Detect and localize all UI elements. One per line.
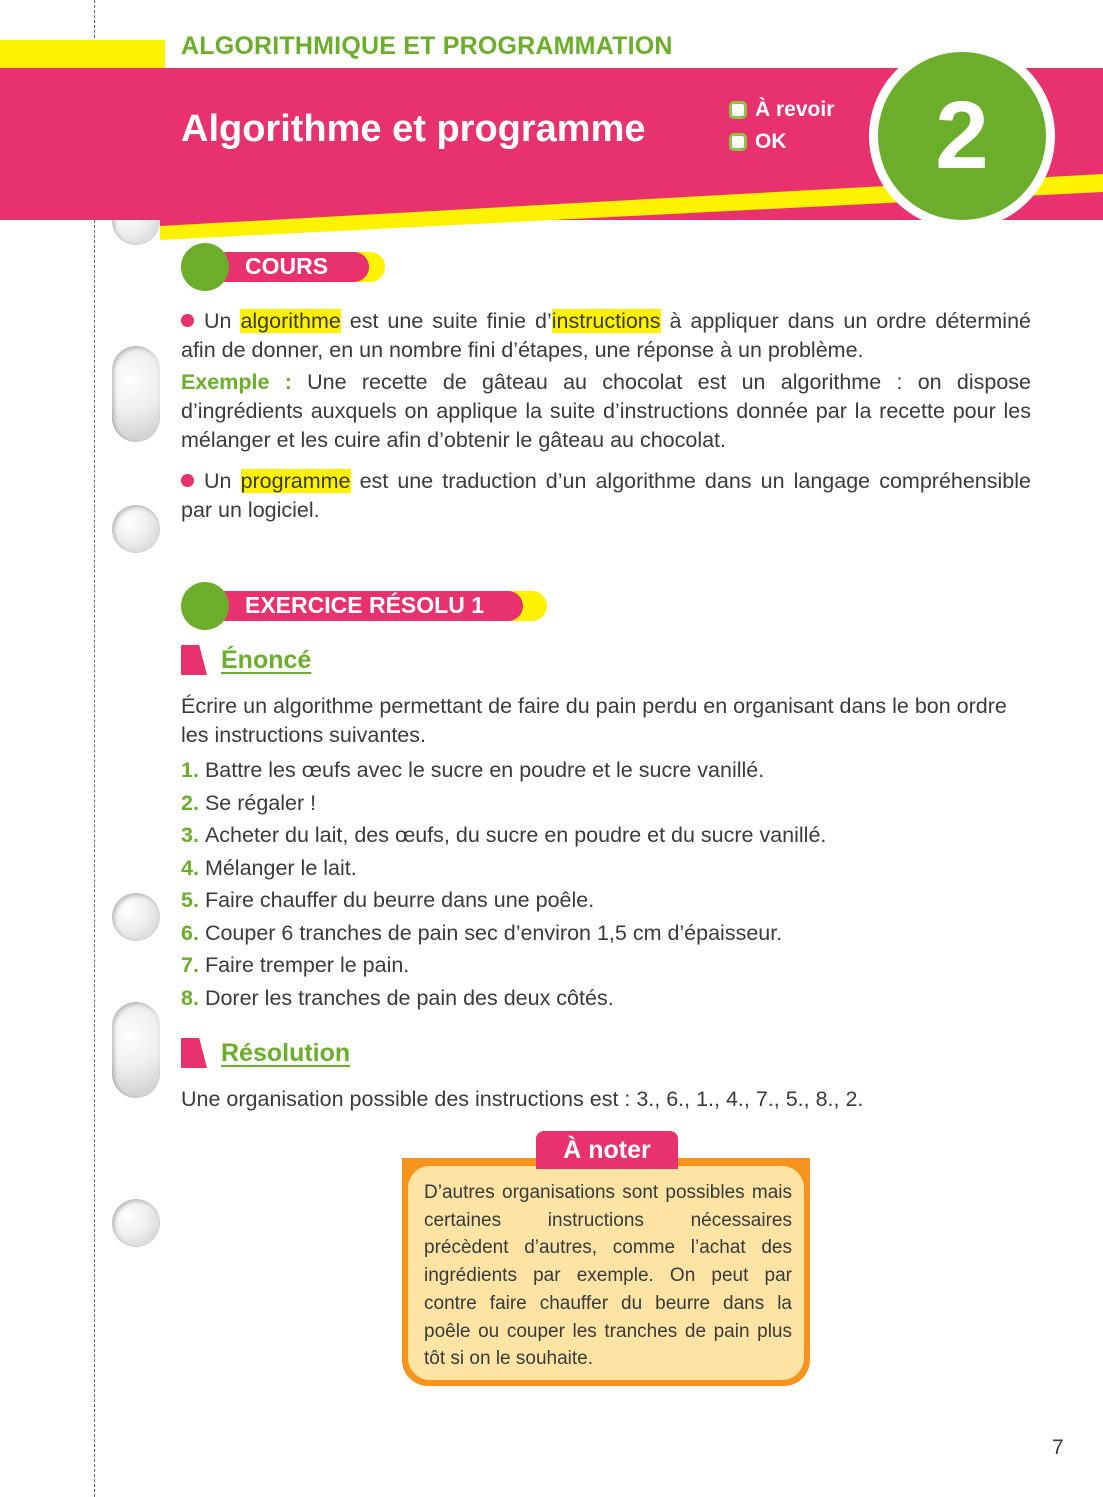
section-pill xyxy=(223,252,385,282)
binder-hole xyxy=(112,893,160,941)
section-heading-exercice xyxy=(181,582,547,630)
subheading-title: Énoncé xyxy=(221,645,312,674)
item-number: 7. xyxy=(181,953,199,977)
list-item xyxy=(181,917,826,950)
text: Un xyxy=(204,469,241,493)
checkbox-a-revoir[interactable] xyxy=(729,98,834,122)
list-item xyxy=(181,787,826,820)
list-item xyxy=(181,754,826,787)
enonce-intro: Écrire un algorithme permettant de faire du pain perdu en organisant dans le bon ordre les instructions suivantes. xyxy=(181,694,1007,747)
binder-hole-long xyxy=(112,346,160,442)
item-text: Couper 6 tranches de pain sec d’environ 1,5 cm d’épaisseur. xyxy=(204,920,783,945)
page-number: 7 xyxy=(1052,1436,1064,1459)
note-title: À noter xyxy=(536,1131,678,1169)
section-title: COURS xyxy=(245,253,329,279)
bullet-icon xyxy=(181,474,194,487)
resolution-text: Une organisation possible des instructions est : 3., 6., 1., 4., 7., 5., 8., 2. xyxy=(181,1087,864,1111)
binder-hole-long xyxy=(112,1002,160,1098)
subheading-resolution xyxy=(181,1038,350,1068)
section-title: EXERCICE RÉSOLU 1 xyxy=(245,592,484,618)
section-pill xyxy=(223,591,547,621)
subject-label: ALGORITHMIQUE ET PROGRAMMATION xyxy=(181,32,673,60)
highlight-term: algorithme xyxy=(240,309,341,333)
example-paragraph xyxy=(181,368,1031,455)
item-text: Faire chauffer du beurre dans une poêle. xyxy=(204,888,595,912)
binder-hole xyxy=(112,1199,160,1247)
checkbox-label: À revoir xyxy=(755,98,835,121)
item-text: Se régaler ! xyxy=(204,790,317,815)
example-text: Une recette de gâteau au chocolat est un algorithme : on dispose d’ingrédients auxquels on applique la suite d’instructions donnée par la recette pour les mélanger et les cuire afin d’obtenir le gâteau au chocolat. xyxy=(181,370,1031,452)
section-heading-cours xyxy=(181,243,385,291)
list-item xyxy=(181,949,826,982)
flag-icon xyxy=(181,1038,207,1068)
text: est une traduction d’un algorithme dans un langage compréhensible par un logiciel. xyxy=(181,469,1031,522)
example-label: Exemple : xyxy=(181,370,292,394)
highlight-term: instructions xyxy=(551,309,661,333)
item-number: 3. xyxy=(181,823,199,847)
section-dot-icon xyxy=(181,582,229,630)
page-title: Algorithme et programme xyxy=(181,108,646,150)
chapter-number: 2 xyxy=(878,52,1046,220)
note-text: D’autres organisations sont possibles mais certaines instructions nécessaires précèdent d’autres, comme l’achat des ingrédients par exemple. On peut par contre faire chauffer du beurre dans la poêle ou couper les tranches de pain plus tôt si on le souhaite. xyxy=(424,1182,792,1370)
item-text: Mélanger le lait. xyxy=(204,855,357,880)
instruction-list xyxy=(181,754,826,1014)
item-text: Acheter du lait, des œufs, du sucre en poudre et du sucre vanillé. xyxy=(204,823,827,847)
item-number: 8. xyxy=(181,985,199,1010)
list-item xyxy=(181,982,826,1015)
checkbox-icon[interactable] xyxy=(729,133,747,151)
flag-icon xyxy=(181,645,207,675)
list-item xyxy=(181,852,826,885)
item-number: 1. xyxy=(181,758,199,782)
item-number: 2. xyxy=(181,790,199,815)
note-box xyxy=(402,1158,810,1386)
definition-programme xyxy=(181,467,1031,525)
list-item xyxy=(181,819,826,852)
checkbox-ok[interactable] xyxy=(729,130,787,154)
text: Un xyxy=(204,309,241,333)
item-text: Dorer les tranches de pain des deux côtés. xyxy=(204,985,614,1010)
definition-algorithme xyxy=(181,307,1031,365)
chapter-number-badge xyxy=(869,43,1055,229)
subheading-title: Résolution xyxy=(221,1038,351,1067)
item-number: 4. xyxy=(181,855,199,880)
section-dot-icon xyxy=(181,243,229,291)
text: est une suite finie d’ xyxy=(340,309,552,333)
subheading-enonce xyxy=(181,645,311,675)
checkbox-icon[interactable] xyxy=(729,101,747,119)
note-inner xyxy=(408,1166,804,1380)
text: à appliquer dans un ordre déterminé afin de donner, en un nombre fini d’étapes, une réponse à un problème. xyxy=(181,309,1031,362)
checkbox-label: OK xyxy=(755,130,787,153)
item-number: 6. xyxy=(181,920,199,945)
item-number: 5. xyxy=(181,888,199,912)
item-text: Battre les œufs avec le sucre en poudre et le sucre vanillé. xyxy=(204,758,765,782)
bullet-icon xyxy=(181,314,194,327)
item-text: Faire tremper le pain. xyxy=(204,953,410,977)
highlight-term: programme xyxy=(240,469,351,493)
binder-hole xyxy=(112,505,160,553)
list-item xyxy=(181,884,826,917)
